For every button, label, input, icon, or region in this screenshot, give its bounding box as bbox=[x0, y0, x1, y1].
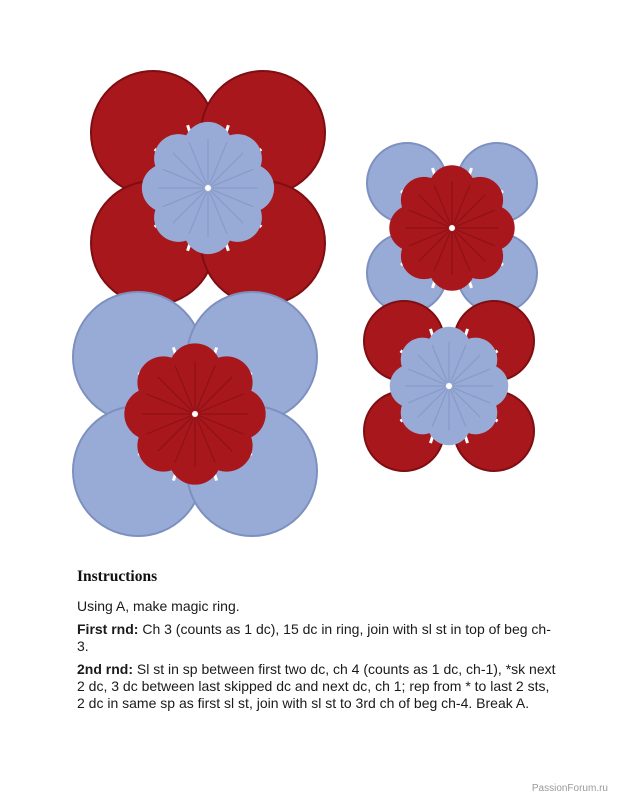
motif-blue-red-small bbox=[367, 143, 537, 313]
round-2-label: 2nd rnd: bbox=[77, 661, 133, 677]
instructions-section bbox=[77, 568, 557, 718]
round-2-text: Sl st in sp between first two dc, ch 4 (counts as 1 dc, ch-1), *sk next 2 dc, 3 dc between last skipped dc and next dc, ch 1; rep from * to last 2 sts, 2 dc in same sp as first sl st, join with sl st to 3rd ch of beg ch-4. Break A. bbox=[77, 661, 556, 711]
round-1 bbox=[77, 621, 557, 655]
round-2 bbox=[77, 661, 557, 712]
watermark: PassionForum.ru bbox=[531, 783, 608, 794]
motif-red-blue-small bbox=[364, 301, 534, 471]
motif-red-blue-large bbox=[91, 71, 325, 305]
instructions-heading: Instructions bbox=[77, 568, 158, 585]
intro-text: Using A, make magic ring. bbox=[77, 598, 240, 614]
round-1-text: Ch 3 (counts as 1 dc), 15 dc in ring, join with sl st in top of beg ch-3. bbox=[77, 621, 551, 654]
motif-blue-red-large bbox=[73, 292, 317, 536]
round-1-label: First rnd: bbox=[77, 621, 139, 637]
